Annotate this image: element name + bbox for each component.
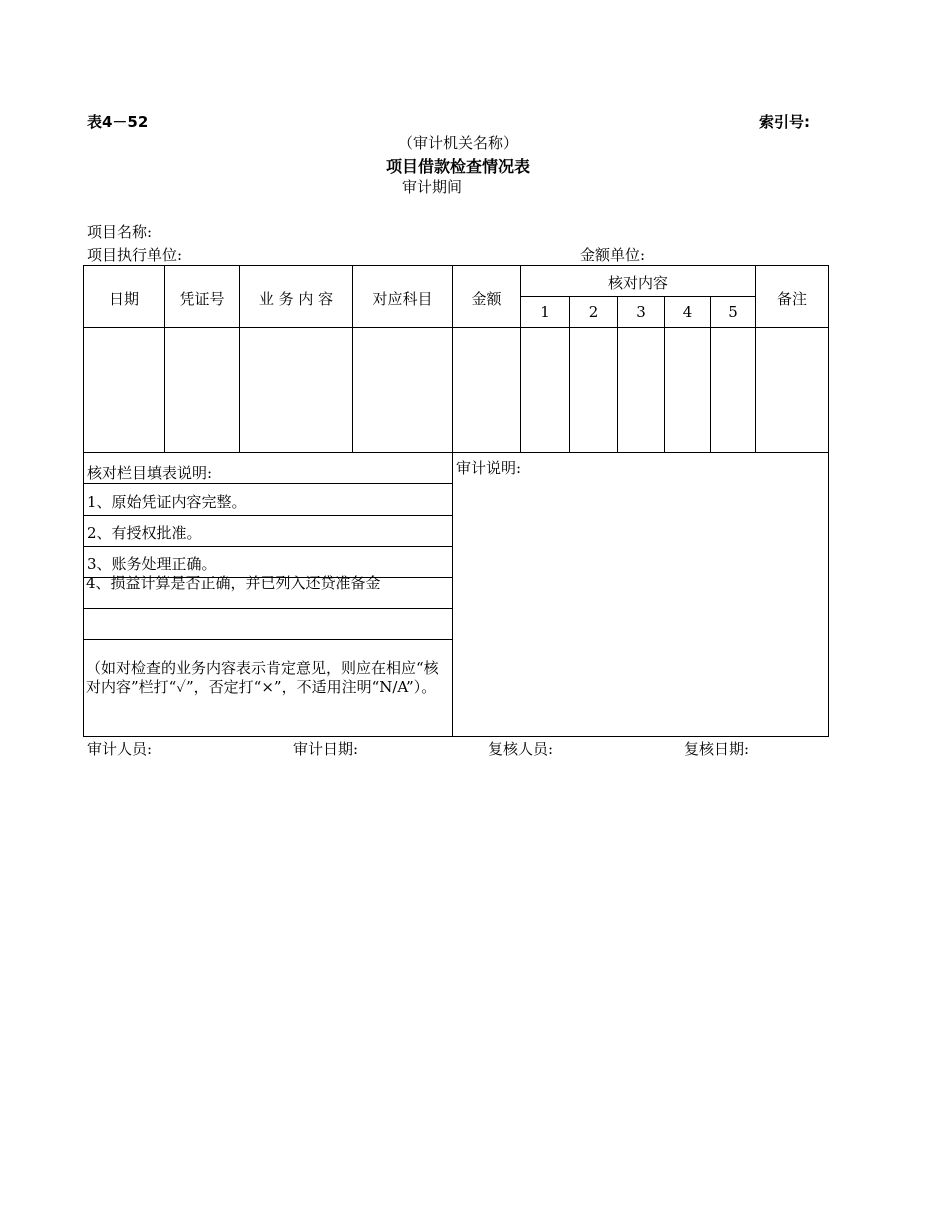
column-header-check-content: 核对内容 [607, 274, 668, 292]
column-header-account: 对应科目 [372, 290, 433, 308]
index-number-label: 索引号: [759, 113, 810, 131]
column-header-date: 日期 [108, 290, 139, 308]
instructions-title: 核对栏目填表说明: [87, 464, 213, 482]
audit-period-label: 审计期间 [402, 178, 463, 196]
instruction-item-3: 3、账务处理正确。 [87, 555, 217, 573]
instructions-note: （如对检查的业务内容表示肯定意见，则应在相应“核对内容”栏打“✓”，否定打“×”，不适用注明“N/A”）。 [86, 659, 439, 696]
audit-explanation-label: 审计说明: [456, 459, 522, 477]
audit-date-label: 审计日期: [293, 740, 359, 758]
check-column-1: 1 [540, 303, 550, 321]
project-name-label: 项目名称: [87, 223, 153, 241]
column-header-voucher: 凭证号 [179, 290, 225, 308]
audit-organization-name: （审计机关名称） [397, 134, 518, 152]
instruction-item-1: 1、原始凭证内容完整。 [87, 493, 247, 511]
auditor-label: 审计人员: [87, 740, 153, 758]
instruction-item-4: 4、损益计算是否正确，并已列入还贷准备金 [86, 575, 381, 592]
table-number: 表4－52 [87, 113, 149, 131]
execution-unit-label: 项目执行单位: [87, 246, 183, 264]
column-header-remark: 备注 [776, 290, 807, 308]
check-column-4: 4 [682, 303, 693, 321]
check-column-3: 3 [636, 303, 646, 321]
check-column-2: 2 [588, 303, 599, 321]
reviewer-label: 复核人员: [488, 740, 554, 758]
column-header-business: 业 务 内 容 [258, 290, 334, 308]
check-column-5: 5 [728, 303, 738, 321]
instruction-item-2: 2、有授权批准。 [87, 524, 202, 542]
column-header-amount: 金额 [471, 290, 502, 308]
amount-unit-label: 金额单位: [580, 246, 646, 264]
review-date-label: 复核日期: [684, 740, 750, 758]
page-title: 项目借款检查情况表 [385, 157, 530, 176]
